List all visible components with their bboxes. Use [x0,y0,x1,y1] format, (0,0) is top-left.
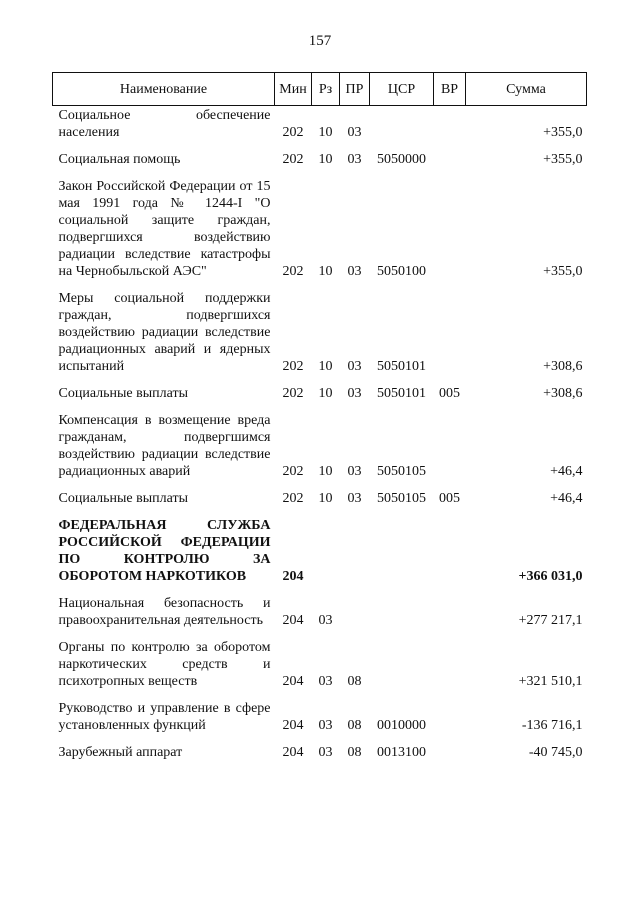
row-rz: 03 [318,613,333,628]
row-pr: 03 [347,464,362,479]
row-min: 204 [282,674,304,689]
header-name: Наименование [53,73,275,106]
row-min: 202 [282,264,304,279]
row-rz: 10 [318,464,333,479]
table-row [53,406,587,484]
row-pr: 03 [347,152,362,167]
row-vr [434,738,466,765]
row-name: Зарубежный аппарат [58,745,183,760]
header-vr: ВР [434,73,466,106]
row-pr: 08 [347,718,362,733]
row-min: 202 [282,152,304,167]
row-sum: -136 716,1 [521,718,583,733]
row-name: Социальное обеспечение населения [58,108,271,140]
row-csr [370,515,434,589]
row-pr [340,589,370,633]
table-row [53,633,587,694]
row-rz: 03 [318,674,333,689]
header-csr: ЦСР [370,73,434,106]
row-rz: 10 [318,359,333,374]
table-body [53,106,587,766]
row-csr: 5050105 [377,491,426,506]
row-csr: 0010000 [377,718,426,733]
table-row [53,145,587,172]
table-row [53,589,587,633]
row-min: 202 [282,125,304,140]
row-min: 202 [282,386,304,401]
row-rz: 10 [318,491,333,506]
budget-table [52,72,587,765]
row-sum: -40 745,0 [528,745,583,760]
row-vr: 005 [439,491,460,506]
row-csr [370,589,434,633]
row-sum: +277 217,1 [518,613,583,628]
row-name: ФЕДЕРАЛЬНАЯ СЛУЖБА РОССИЙСКОЙ ФЕДЕРАЦИИ ПО КОНТРОЛЮ ЗА ОБОРОТОМ НАРКОТИКОВ [58,518,271,584]
header-rz: Рз [312,73,340,106]
row-sum: +366 031,0 [518,569,583,584]
row-rz: 03 [318,718,333,733]
row-min: 202 [282,359,304,374]
row-min: 204 [282,613,304,628]
row-min: 202 [282,491,304,506]
row-pr: 08 [347,674,362,689]
row-pr: 03 [347,491,362,506]
row-sum: +46,4 [550,464,583,479]
page-number: 157 [308,33,332,49]
row-sum: +355,0 [543,152,583,167]
header-min: Мин [275,73,312,106]
row-name: Социальные выплаты [58,491,189,506]
row-vr: 005 [439,386,460,401]
row-pr: 03 [347,264,362,279]
row-min: 204 [282,718,304,733]
row-rz: 10 [318,152,333,167]
row-vr [434,284,466,379]
table-row [53,172,587,284]
row-sum: +355,0 [543,264,583,279]
row-name: Закон Российской Федерации от 15 мая 1991 года № 1244-I "О социальной защите граждан, подвергшихся воздействию радиации вследствие катастрофы на Чернобыльской АЭС" [58,179,271,279]
row-name: Меры социальной поддержки граждан, подвергшихся воздействию радиации вследствие радиационных аварий и ядерных испытаний [58,291,271,374]
table-row [53,694,587,738]
row-csr [370,633,434,694]
row-pr: 08 [347,745,362,760]
row-min: 202 [282,464,304,479]
row-rz [312,515,340,589]
table-row [53,379,587,406]
row-rz: 10 [318,125,333,140]
row-min: 204 [282,569,304,584]
row-rz: 03 [318,745,333,760]
header-sum: Сумма [466,73,587,106]
row-vr [434,145,466,172]
row-csr: 5050100 [377,264,426,279]
row-min: 204 [282,745,304,760]
table-row [53,738,587,765]
row-pr: 03 [347,386,362,401]
row-vr [434,106,466,146]
table-header-row [53,73,587,106]
table-row [53,284,587,379]
row-csr: 5050101 [377,386,426,401]
row-name: Социальная помощь [58,152,181,167]
row-csr: 5050000 [377,152,426,167]
row-sum: +46,4 [550,491,583,506]
row-rz: 10 [318,386,333,401]
row-name: Социальные выплаты [58,386,189,401]
row-pr [340,515,370,589]
table-row [53,515,587,589]
row-sum: +355,0 [543,125,583,140]
row-vr [434,172,466,284]
row-csr: 5050101 [377,359,426,374]
row-name: Руководство и управление в сфере установленных функций [58,701,271,733]
row-vr [434,633,466,694]
row-csr [370,106,434,146]
row-pr: 03 [347,359,362,374]
row-pr: 03 [347,125,362,140]
row-csr: 0013100 [377,745,426,760]
row-csr: 5050105 [377,464,426,479]
row-vr [434,589,466,633]
row-sum: +308,6 [543,359,583,374]
row-vr [434,515,466,589]
header-pr: ПР [340,73,370,106]
row-name: Органы по контролю за оборотом наркотических средств и психотропных веществ [58,640,271,689]
row-sum: +308,6 [543,386,583,401]
row-name: Национальная безопасность и правоохранительная деятельность [58,596,271,628]
row-name: Компенсация в возмещение вреда гражданам, подвергшимся воздействию радиации вследствие радиационных аварий [58,413,271,479]
row-rz: 10 [318,264,333,279]
row-sum: +321 510,1 [518,674,583,689]
row-vr [434,406,466,484]
table-row [53,484,587,515]
table-row [53,106,587,146]
row-vr [434,694,466,738]
